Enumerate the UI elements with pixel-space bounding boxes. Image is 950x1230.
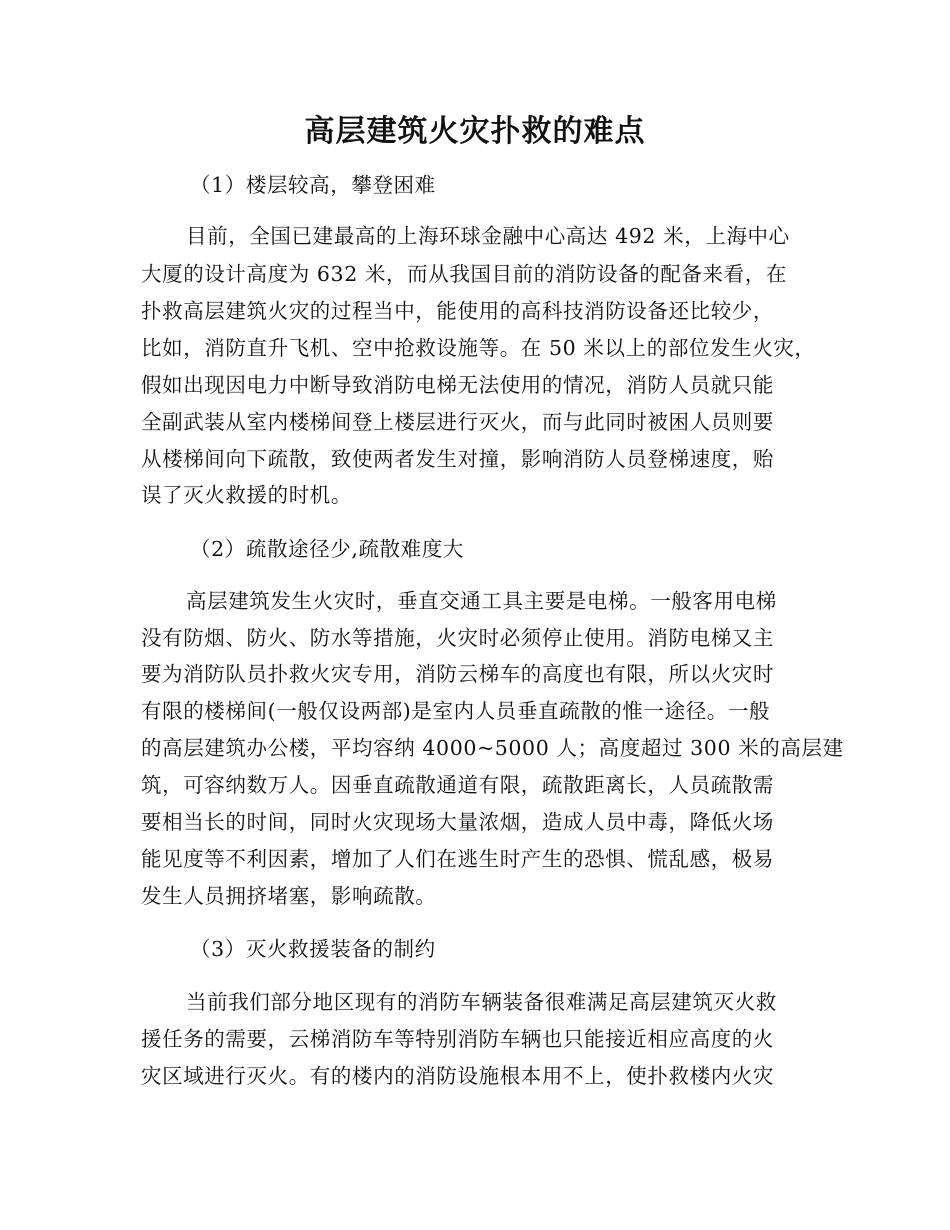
section-heading-2: （2）疏散途径少,疏散难度大 bbox=[190, 537, 464, 561]
paragraph-line: 的高层建筑办公楼，平均容纳 4000~5000 人；高度超过 300 米的高层建 bbox=[141, 736, 844, 760]
paragraph-line: 能见度等不利因素，增加了人们在逃生时产生的恐惧、慌乱感，极易 bbox=[141, 847, 774, 871]
paragraph-line: 灾区域进行灭火。有的楼内的消防设施根本用不上，使扑救楼内火灾 bbox=[141, 1064, 774, 1088]
paragraph-line: 大厦的设计高度为 632 米，而从我国目前的消防设备的配备来看，在 bbox=[141, 262, 787, 286]
paragraph-line: 发生人员拥挤堵塞，影响疏散。 bbox=[141, 884, 437, 908]
paragraph-line: 目前，全国已建最高的上海环球金融中心高达 492 米，上海中心 bbox=[186, 224, 790, 248]
paragraph-line: 假如出现因电力中断导致消防电梯无法使用的情况，消防人员就只能 bbox=[141, 373, 774, 397]
paragraph-line: 扑救高层建筑火灾的过程当中，能使用的高科技消防设备还比较少， bbox=[141, 299, 774, 323]
document-title: 高层建筑火灾扑救的难点 bbox=[304, 114, 646, 149]
paragraph-line: 全副武装从室内楼梯间登上楼层进行灭火，而与此同时被困人员则要 bbox=[141, 410, 774, 434]
section-heading-3: （3）灭火救援装备的制约 bbox=[190, 937, 436, 961]
section-heading-1: （1）楼层较高，攀登困难 bbox=[190, 173, 436, 197]
paragraph-line: 筑，可容纳数万人。因垂直疏散通道有限，疏散距离长，人员疏散需 bbox=[141, 773, 774, 797]
paragraph-line: 没有防烟、防火、防水等措施，火灾时必须停止使用。消防电梯又主 bbox=[141, 626, 774, 650]
paragraph-line: 要为消防队员扑救火灾专用，消防云梯车的高度也有限，所以火灾时 bbox=[141, 662, 774, 686]
paragraph-line: 高层建筑发生火灾时，垂直交通工具主要是电梯。一般客用电梯 bbox=[186, 589, 777, 613]
paragraph-line: 从楼梯间向下疏散，致使两者发生对撞，影响消防人员登梯速度，贻 bbox=[141, 447, 774, 471]
paragraph-line: 有限的楼梯间(一般仅设两部)是室内人员垂直疏散的惟一途径。一般 bbox=[141, 699, 771, 723]
paragraph-line: 要相当长的时间，同时火灾现场大量浓烟，造成人员中毒，降低火场 bbox=[141, 810, 774, 834]
paragraph-line: 误了灭火救援的时机。 bbox=[141, 483, 352, 507]
paragraph-line: 当前我们部分地区现有的消防车辆装备很难满足高层建筑灭火救 bbox=[186, 990, 777, 1014]
paragraph-line: 援任务的需要，云梯消防车等特别消防车辆也只能接近相应高度的火 bbox=[141, 1027, 774, 1051]
paragraph-line: 比如，消防直升飞机、空中抢救设施等。在 50 米以上的部位发生火灾， bbox=[141, 336, 816, 360]
